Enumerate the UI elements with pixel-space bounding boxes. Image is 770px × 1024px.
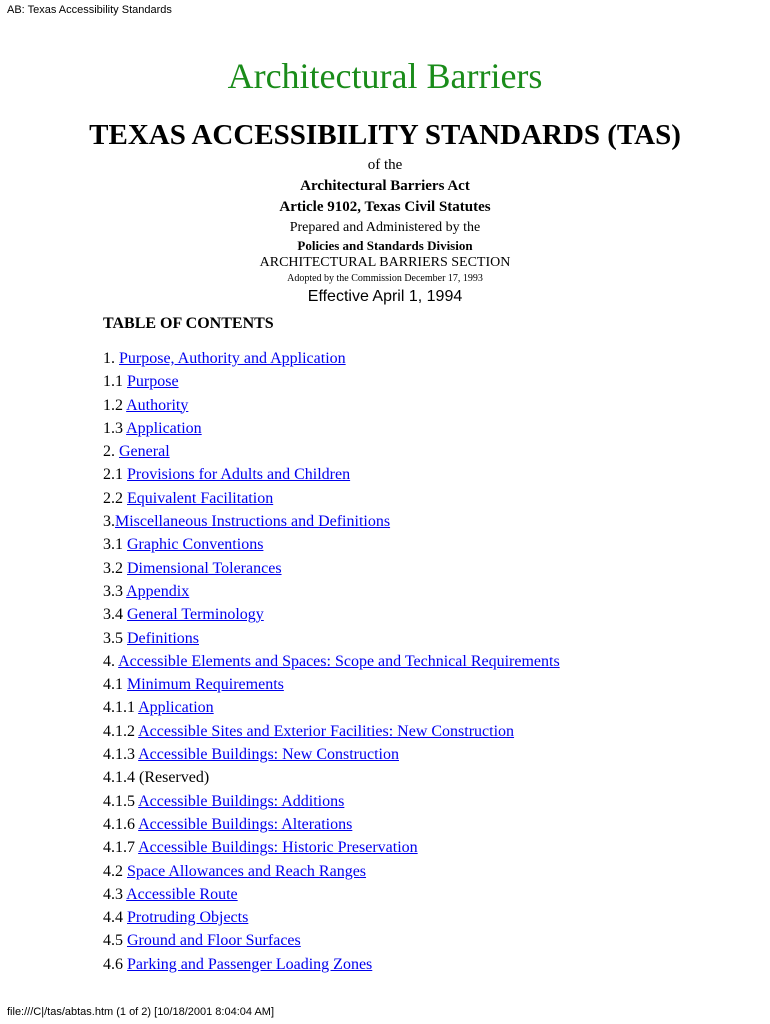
toc-item-number: 1.2 bbox=[103, 396, 127, 414]
toc-item-label: (Reserved) bbox=[139, 769, 210, 787]
toc-link[interactable]: Appendix bbox=[126, 582, 190, 600]
toc-item-number: 4.5 bbox=[103, 932, 127, 950]
toc-link[interactable]: Accessible Buildings: Additions bbox=[138, 792, 345, 810]
act-name: Architectural Barriers Act bbox=[300, 178, 470, 194]
toc-item-number: 4.1.2 bbox=[103, 722, 139, 740]
toc-item bbox=[103, 603, 560, 626]
toc-item bbox=[103, 533, 560, 556]
prepared-by-text: Prepared and Administered by the bbox=[289, 220, 481, 235]
toc-item bbox=[103, 790, 560, 813]
toc-item bbox=[103, 650, 560, 673]
toc-item-number: 3.3 bbox=[103, 582, 127, 600]
document-subtitle-block bbox=[0, 154, 770, 307]
print-header: AB: Texas Accessibility Standards bbox=[7, 4, 172, 16]
toc-link[interactable]: Accessible Buildings: Alterations bbox=[138, 815, 353, 833]
toc-item bbox=[103, 906, 560, 929]
toc-heading: TABLE OF CONTENTS bbox=[103, 315, 274, 332]
toc-item bbox=[103, 953, 560, 976]
toc-link[interactable]: Authority bbox=[126, 396, 189, 414]
section-name: ARCHITECTURAL BARRIERS SECTION bbox=[259, 255, 511, 270]
toc-item bbox=[103, 673, 560, 696]
toc-item-number: 4.1 bbox=[103, 676, 127, 694]
toc-item-number: 4.1.3 bbox=[103, 746, 139, 764]
division-name: Policies and Standards Division bbox=[297, 238, 473, 253]
toc-link[interactable]: Equivalent Facilitation bbox=[127, 489, 274, 507]
toc-item bbox=[103, 417, 560, 440]
toc-item-number: 4.1.7 bbox=[103, 839, 139, 857]
toc-link[interactable]: Parking and Passenger Loading Zones bbox=[127, 955, 373, 973]
toc-link[interactable]: Purpose bbox=[127, 373, 179, 391]
toc-link[interactable]: Accessible Buildings: Historic Preservation bbox=[138, 839, 418, 857]
toc-item-number: 1.3 bbox=[103, 419, 127, 437]
toc-link[interactable]: Purpose, Authority and Application bbox=[119, 350, 346, 367]
toc-link[interactable]: Protruding Objects bbox=[127, 909, 249, 927]
toc-item bbox=[103, 580, 560, 603]
toc-item-number: 2.2 bbox=[103, 489, 127, 507]
toc-item-number: 4.2 bbox=[103, 862, 127, 880]
of-the-text: of the bbox=[367, 157, 403, 173]
toc-item bbox=[103, 557, 560, 580]
toc-item-number: 3.5 bbox=[103, 629, 127, 647]
toc-link[interactable]: Accessible Elements and Spaces: Scope and Technical Requirements bbox=[118, 652, 560, 670]
toc-item-number: 3. bbox=[103, 513, 115, 531]
toc-item bbox=[103, 440, 560, 463]
toc-item-number: 1.1 bbox=[103, 373, 127, 391]
toc-item-number: 1. bbox=[103, 350, 119, 367]
toc-item bbox=[103, 463, 560, 486]
toc-item bbox=[103, 510, 560, 533]
toc-item-number: 4.1.4 bbox=[103, 769, 139, 787]
toc-item-number: 4.1.6 bbox=[103, 815, 139, 833]
toc-item bbox=[103, 836, 560, 859]
toc-link[interactable]: Dimensional Tolerances bbox=[127, 559, 282, 577]
toc-item bbox=[103, 883, 560, 906]
effective-date: Effective April 1, 1994 bbox=[307, 288, 463, 305]
toc-link[interactable]: Ground and Floor Surfaces bbox=[127, 932, 301, 950]
toc-link[interactable]: Accessible Sites and Exterior Facilities: New Construction bbox=[138, 722, 515, 740]
toc-item bbox=[103, 813, 560, 836]
toc-item-number: 4.3 bbox=[103, 885, 127, 903]
toc-item bbox=[103, 929, 560, 952]
banner-title: Architectural Barriers bbox=[227, 56, 543, 96]
toc-item-number: 4.6 bbox=[103, 955, 127, 973]
toc-item-number: 2. bbox=[103, 443, 119, 461]
toc-item bbox=[103, 394, 560, 417]
toc-link[interactable]: General Terminology bbox=[127, 606, 264, 624]
toc-link[interactable]: Miscellaneous Instructions and Definitions bbox=[115, 513, 391, 531]
toc-item-number: 3.4 bbox=[103, 606, 127, 624]
toc-link[interactable]: Provisions for Adults and Children bbox=[127, 466, 351, 484]
toc-item bbox=[103, 347, 560, 370]
toc-item-number: 4.4 bbox=[103, 909, 127, 927]
toc-item-number: 2.1 bbox=[103, 466, 127, 484]
table-of-contents bbox=[103, 347, 560, 976]
toc-item-number: 4.1.5 bbox=[103, 792, 139, 810]
toc-item-number: 4.1.1 bbox=[103, 699, 139, 717]
toc-link[interactable]: Definitions bbox=[127, 629, 199, 647]
toc-item bbox=[103, 743, 560, 766]
toc-link[interactable]: Application bbox=[138, 699, 214, 717]
toc-link[interactable]: General bbox=[119, 443, 170, 461]
toc-item-number: 4. bbox=[103, 652, 119, 670]
toc-item bbox=[103, 370, 560, 393]
toc-link[interactable]: Minimum Requirements bbox=[127, 676, 284, 694]
toc-link[interactable]: Space Allowances and Reach Ranges bbox=[127, 862, 367, 880]
toc-link[interactable]: Graphic Conventions bbox=[127, 536, 264, 554]
toc-item bbox=[103, 720, 560, 743]
toc-item-number: 3.1 bbox=[103, 536, 127, 554]
toc-item bbox=[103, 627, 560, 650]
article-reference: Article 9102, Texas Civil Statutes bbox=[279, 199, 491, 215]
toc-link[interactable]: Accessible Buildings: New Construction bbox=[138, 746, 399, 764]
toc-link[interactable]: Accessible Route bbox=[126, 885, 238, 903]
toc-item-number: 3.2 bbox=[103, 559, 127, 577]
print-footer: file:///C|/tas/abtas.htm (1 of 2) [10/18/2001 8:04:04 AM] bbox=[7, 1006, 275, 1018]
adoption-date: Adopted by the Commission December 17, 1993 bbox=[287, 273, 483, 284]
toc-item bbox=[103, 487, 560, 510]
toc-item bbox=[103, 696, 560, 719]
toc-item bbox=[103, 766, 560, 789]
toc-link[interactable]: Application bbox=[126, 419, 202, 437]
page-title: TEXAS ACCESSIBILITY STANDARDS (TAS) bbox=[89, 119, 681, 151]
toc-item bbox=[103, 860, 560, 883]
